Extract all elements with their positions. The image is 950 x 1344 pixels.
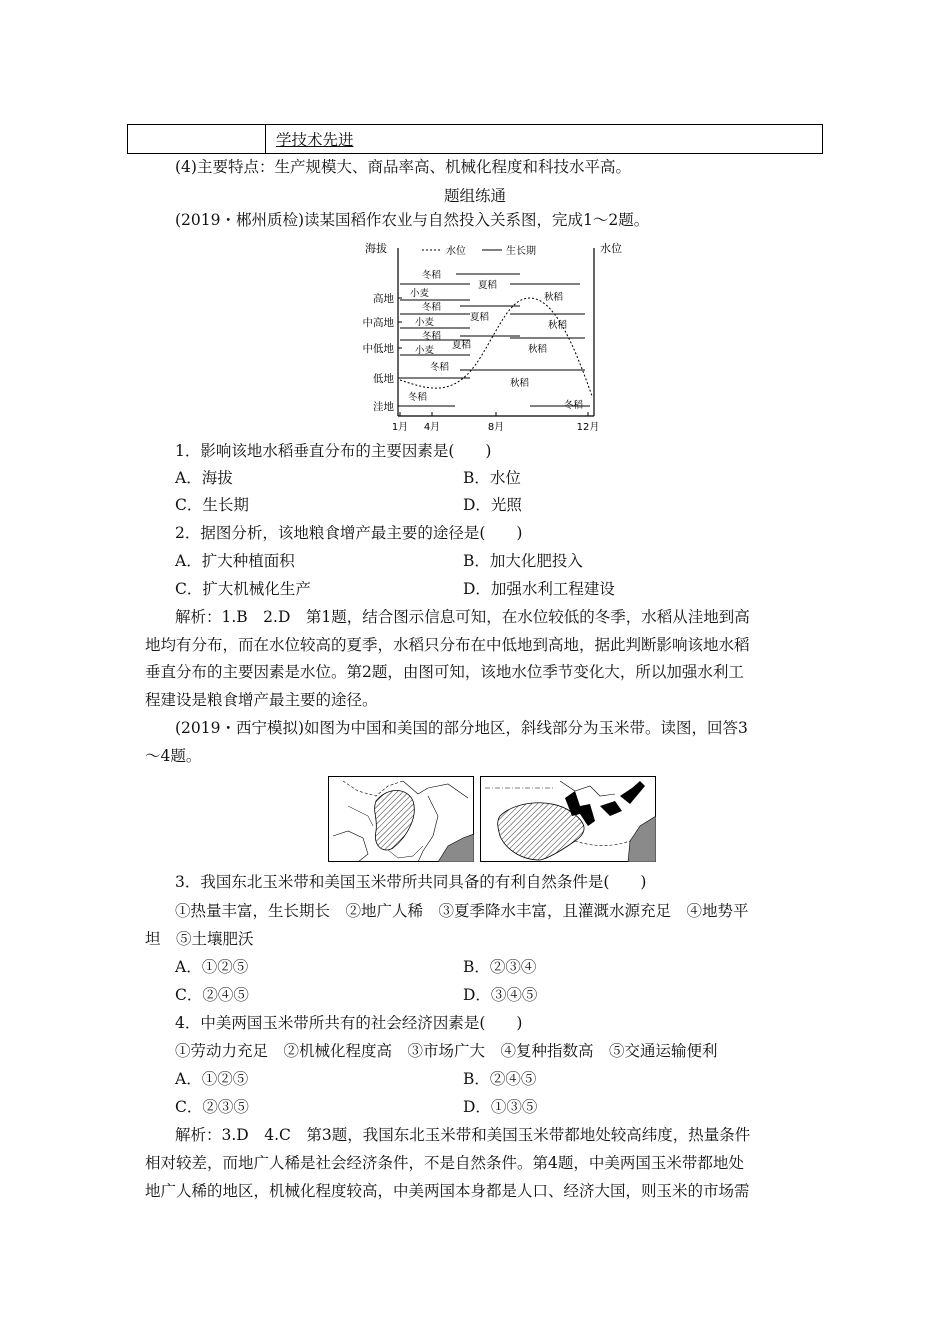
- y-axis-title: 海拔: [365, 242, 387, 255]
- q4-options: ①劳动力充足 ②机械化程度高 ③市场广大 ④复种指数高 ⑤交通运输便利: [175, 1042, 718, 1060]
- analysis1-line2: 地均有分布，而在水位较高的夏季，水稻只分布在中低地到高地，据此判断影响该地水稻: [145, 636, 750, 654]
- q4-stem: 4．中美两国玉米带所共有的社会经济因素是( ): [175, 1014, 523, 1032]
- q4-option-b: B．②④⑤: [463, 1070, 537, 1088]
- x-tick-label: 1月: [391, 422, 409, 433]
- crop-label: 秋稻: [544, 292, 564, 303]
- crop-label: 冬稻: [422, 331, 442, 342]
- section-title: 题组练通: [443, 187, 506, 205]
- q2-option-a: A．扩大种植面积: [175, 552, 295, 570]
- q2-stem: 2．据图分析，该地粮食增产最主要的途径是( ): [175, 524, 523, 542]
- crop-label: 夏稻: [470, 312, 490, 323]
- crop-label: 夏稻: [452, 340, 472, 351]
- q3-option-a: A．①②⑤: [175, 958, 249, 976]
- analysis2-line3: 地广人稀的地区，机械化程度较高，中美两国本身都是人口、经济大国，则玉米的市场需: [145, 1182, 750, 1200]
- analysis2-line1: 解析：3.D 4.C 第3题，我国东北玉米带和美国玉米带都地处较高纬度，热量条件: [175, 1126, 751, 1144]
- crop-label: 小麦: [415, 317, 435, 328]
- y-axis-right-title: 水位: [600, 242, 622, 255]
- analysis1-line3: 垂直分布的主要因素是水位。第2题，由图可知，该地水位季节变化大，所以加强水利工: [145, 663, 744, 681]
- rice-water-level-chart: [360, 238, 635, 433]
- y-level-label: 低地: [373, 373, 394, 385]
- us-corn-belt-map: [480, 776, 656, 862]
- crop-label: 小麦: [415, 345, 435, 356]
- table-fragment: [127, 124, 823, 154]
- legend-solid-label: 生长期: [506, 246, 536, 257]
- crop-label: 冬稻: [422, 270, 442, 281]
- y-level-label: 中低地: [362, 343, 394, 355]
- table-cell-text: 学技术先进: [276, 131, 354, 149]
- q3-option-c: C．②④⑤: [175, 986, 249, 1004]
- q1-option-d: D．光照: [463, 496, 522, 514]
- table-cell-divider: [265, 125, 266, 153]
- crop-label: 秋稻: [528, 344, 548, 355]
- q4-option-d: D．①③⑤: [463, 1098, 538, 1116]
- crop-label: 秋稻: [510, 378, 530, 389]
- q1-option-c: C．生长期: [175, 496, 249, 514]
- q1-stem: 1．影响该地水稻垂直分布的主要因素是( ): [175, 442, 492, 460]
- intro2-line1: (2019・西宁模拟)如图为中国和美国的部分地区，斜线部分为玉米带。读图，回答3: [175, 719, 748, 737]
- q3-options-line1: ①热量丰富，生长期长 ②地广人稀 ③夏季降水丰富，且灌溉水源充足 ④地势平: [175, 902, 749, 920]
- crop-label: 冬稻: [408, 392, 428, 403]
- q3-option-b: B．②③④: [463, 958, 537, 976]
- q2-option-d: D．加强水利工程建设: [463, 580, 615, 598]
- y-level-label: 高地: [373, 293, 394, 305]
- x-tick-label: 4月: [423, 422, 441, 433]
- crop-label: 夏稻: [478, 280, 498, 291]
- features-paragraph: (4)主要特点：生产规模大、商品率高、机械化程度和科技水平高。: [175, 158, 631, 176]
- crop-label: 冬稻: [430, 362, 450, 373]
- q3-options-line2: 坦 ⑤土壤肥沃: [145, 930, 254, 948]
- q1-option-b: B．水位: [463, 469, 521, 487]
- analysis1-line1: 解析：1.B 2.D 第1题，结合图示信息可知，在水位较低的冬季，水稻从洼地到高: [175, 608, 750, 626]
- china-corn-belt-map: [328, 776, 474, 862]
- q4-option-a: A．①②⑤: [175, 1070, 249, 1088]
- legend-dashed-label: 水位: [446, 246, 466, 257]
- analysis2-line2: 相对较差，而地广人稀是社会经济条件，不是自然条件。第4题，中美两国玉米带都地处: [145, 1154, 744, 1172]
- crop-label: 秋稻: [548, 320, 568, 331]
- x-tick-label: 12月: [576, 422, 600, 433]
- q3-stem: 3．我国东北玉米带和美国玉米带所共同具备的有利自然条件是( ): [175, 873, 647, 891]
- crop-label: 小麦: [410, 288, 430, 299]
- q4-option-c: C．②③⑤: [175, 1098, 249, 1116]
- crop-label: 冬稻: [564, 400, 584, 411]
- analysis1-line4: 程建设是粮食增产最主要的途径。: [145, 691, 378, 709]
- y-level-label: 中高地: [362, 317, 394, 329]
- intro-paragraph-1: (2019・郴州质检)读某国稻作农业与自然投入关系图，完成1～2题。: [175, 211, 650, 229]
- q2-option-c: C．扩大机械化生产: [175, 580, 311, 598]
- q1-option-a: A．海拔: [175, 469, 233, 487]
- y-level-label: 洼地: [373, 401, 394, 413]
- intro2-line2: ～4题。: [145, 747, 202, 765]
- crop-label: 冬稻: [422, 302, 442, 313]
- x-tick-label: 8月: [487, 422, 505, 433]
- q2-option-b: B．加大化肥投入: [463, 552, 583, 570]
- q3-option-d: D．③④⑤: [463, 986, 538, 1004]
